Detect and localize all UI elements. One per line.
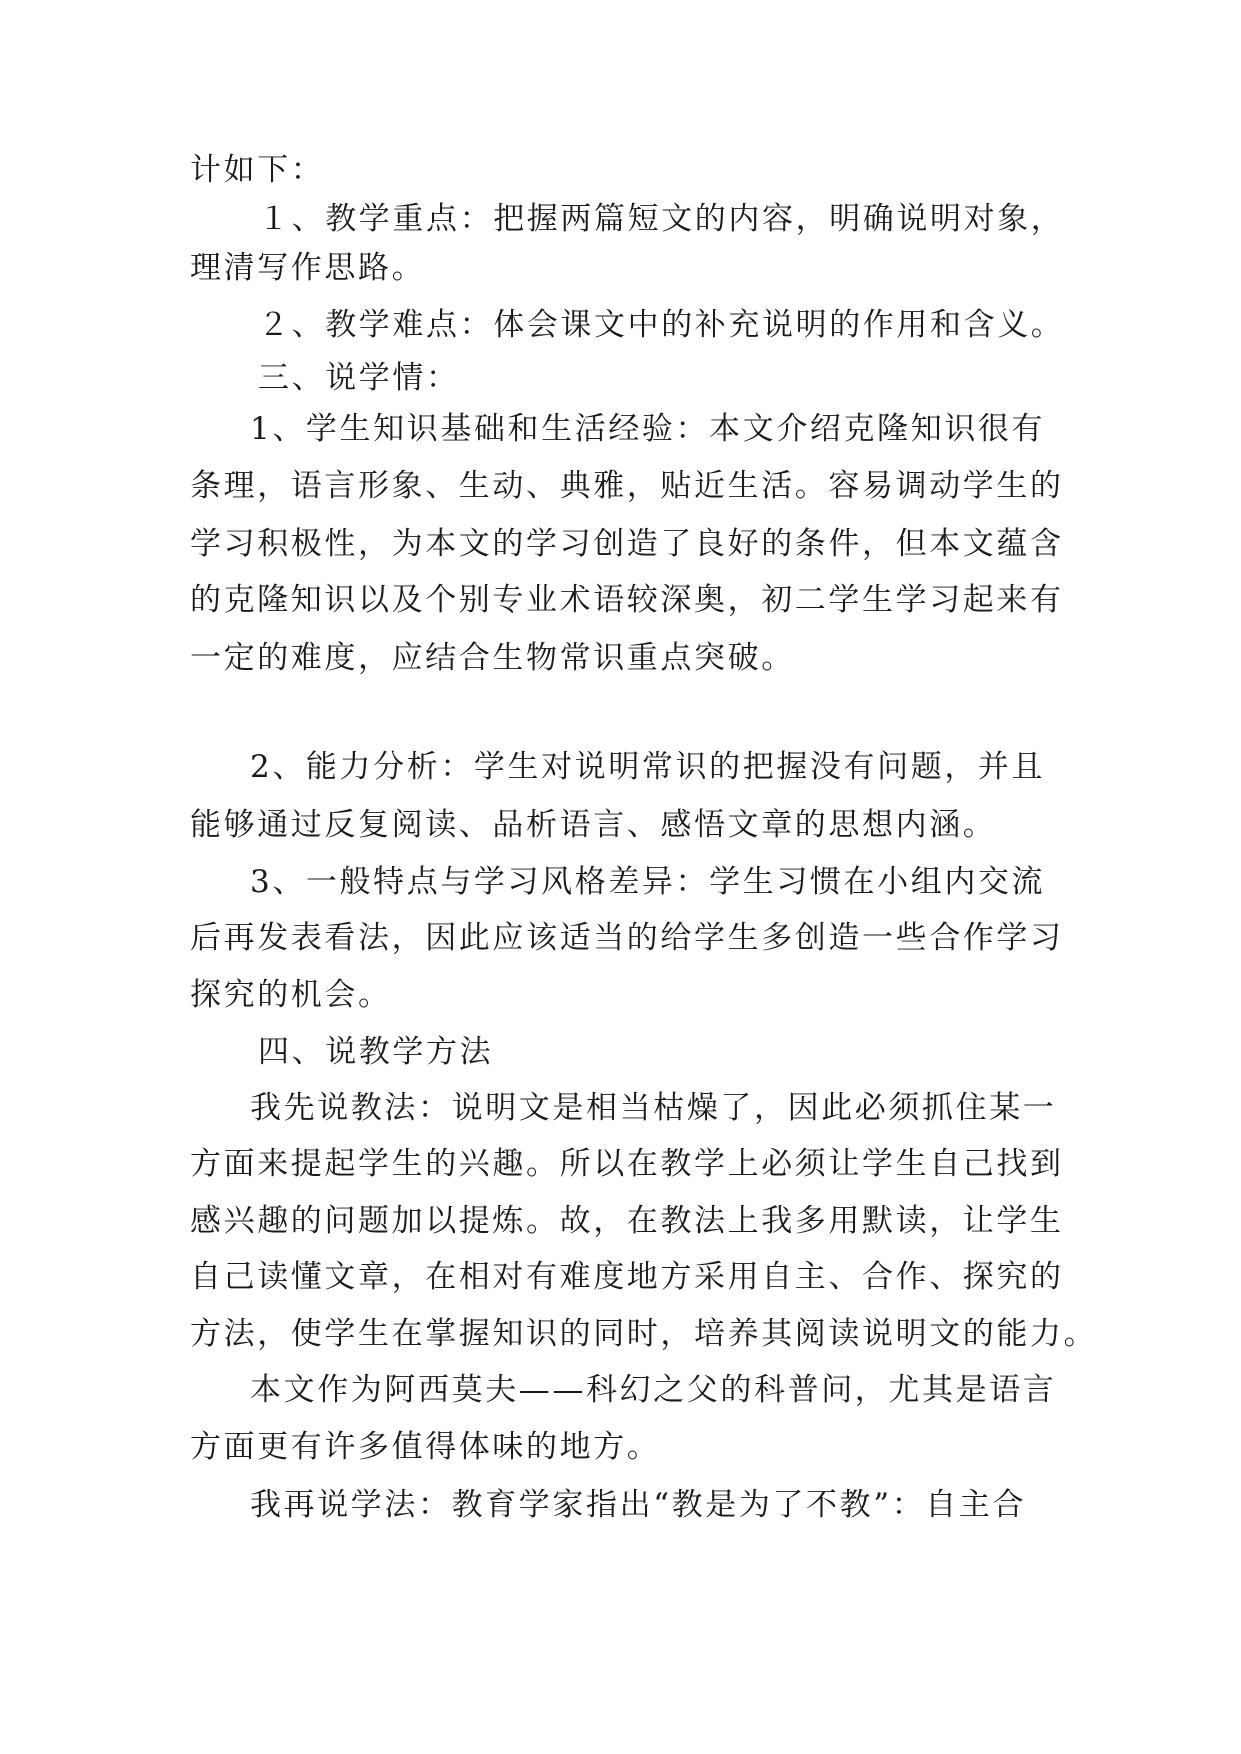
text-line-22: 本文作为阿西莫夫——科幻之父的科普问，尤其是语言 xyxy=(250,1372,1057,1408)
text-line-12: 能够通过反复阅读、品析语言、感悟文章的思想内涵。 xyxy=(190,807,997,843)
text-line-24: 我再说学法：教育学家指出“教是为了不教”：自主合 xyxy=(250,1487,1027,1523)
text-line-21: 方法，使学生在掌握知识的同时，培养其阅读说明文的能力。 xyxy=(190,1316,1098,1352)
text-line-9: 的克隆知识以及个别专业术语较深奥，初二学生学习起来有 xyxy=(190,582,1064,618)
text-line-23: 方面更有许多值得体味的地方。 xyxy=(190,1429,661,1465)
text-line-1: 计如下： xyxy=(190,152,325,188)
text-line-10: 一定的难度，应结合生物常识重点突破。 xyxy=(190,640,795,676)
text-line-18: 方面来提起学生的兴趣。所以在教学上必须让学生自己找到 xyxy=(190,1146,1064,1182)
text-line-14: 后再发表看法，因此应该适当的给学生多创造一些合作学习 xyxy=(190,920,1064,956)
text-line-8: 学习积极性，为本文的学习创造了良好的条件，但本文蕴含 xyxy=(190,526,1064,562)
text-line-19: 感兴趣的问题加以提炼。故，在教法上我多用默读，让学生 xyxy=(190,1203,1064,1239)
text-line-13: 3、一般特点与学习风格差异：学生习惯在小组内交流 xyxy=(250,864,1046,900)
text-line-17: 我先说教法：说明文是相当枯燥了，因此必须抓住某一 xyxy=(250,1090,1057,1126)
text-line-2: １、教学重点：把握两篇短文的内容，明确说明对象， xyxy=(258,201,1065,237)
text-line-6: 1、学生知识基础和生活经验：本文介绍克隆知识很有 xyxy=(250,411,1046,447)
section-heading-xueqing: 三、说学情： xyxy=(258,360,460,396)
text-line-4: ２、教学难点：体会课文中的补充说明的作用和含义。 xyxy=(258,307,1065,343)
text-line-15: 探究的机会。 xyxy=(190,977,392,1013)
text-line-11: 2、能力分析：学生对说明常识的把握没有问题，并且 xyxy=(250,749,1046,785)
text-line-3: 理清写作思路。 xyxy=(190,250,426,286)
text-line-20: 自己读懂文章，在相对有难度地方采用自主、合作、探究的 xyxy=(190,1259,1064,1295)
section-heading-fangfa: 四、说教学方法 xyxy=(258,1034,494,1070)
text-line-7: 条理，语言形象、生动、典雅，贴近生活。容易调动学生的 xyxy=(190,468,1064,504)
